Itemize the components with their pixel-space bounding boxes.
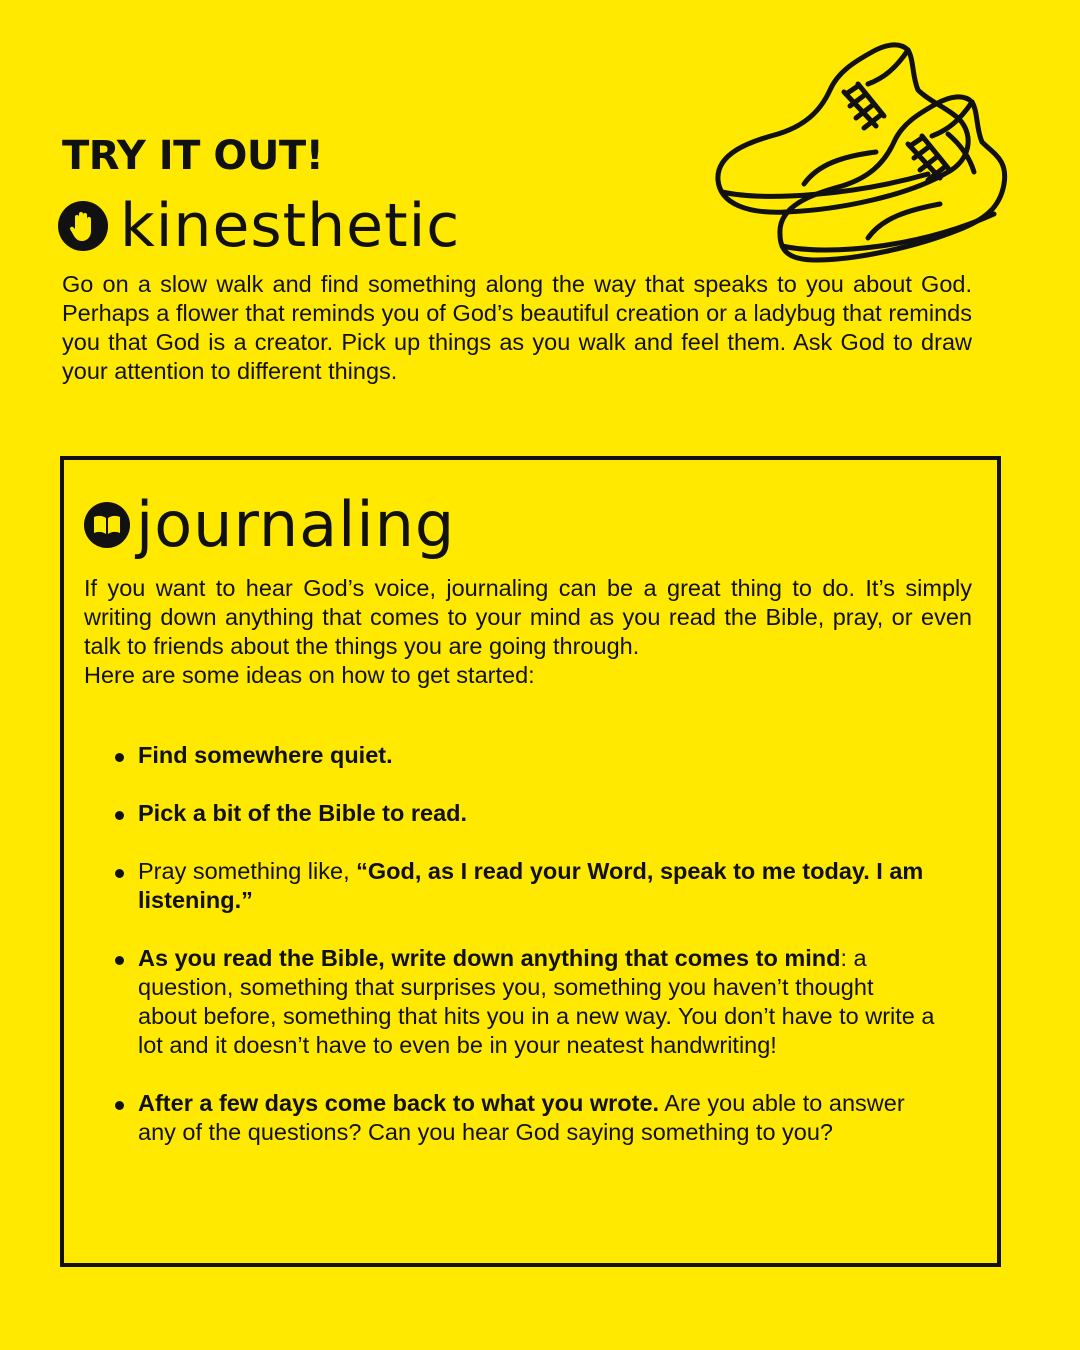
list-item — [138, 944, 938, 1060]
sneakers-icon — [708, 34, 1008, 270]
list-item — [138, 1089, 938, 1147]
bullet-icon — [115, 1101, 124, 1110]
tip-bold-text: “God, as I read your Word, speak to me today. I am listening.” — [138, 858, 924, 913]
tip-rest-text: Are you able to answer any of the questions? Can you hear God saying something to you? — [138, 1090, 905, 1145]
tip-lead-text: Pray something like, — [138, 858, 357, 884]
list-item — [138, 857, 938, 915]
bullet-icon — [115, 956, 124, 965]
try-it-out-title: TRY IT OUT! — [62, 133, 324, 179]
kinesthetic-body: Go on a slow walk and find something along the way that speaks to you about God. Perhaps a flower that reminds you of God’s beautiful creation or a ladybug that reminds you that God is a creator. Pick up things as you walk and feel them. Ask God to draw your attention to different things. — [62, 271, 972, 384]
tip-bold-text: Find somewhere quiet. — [138, 742, 393, 768]
kinesthetic-heading — [58, 191, 461, 261]
bullet-icon — [115, 869, 124, 878]
journaling-heading — [84, 488, 456, 561]
open-book-icon — [84, 502, 130, 548]
tip-bold-text: After a few days come back to what you wrote. — [138, 1090, 660, 1116]
journaling-heading-text: journaling — [136, 488, 456, 561]
tip-bold-text: As you read the Bible, write down anything that comes to mind — [138, 945, 841, 971]
list-item — [138, 799, 938, 828]
tip-rest-text: : a question, something that surprises you, something you haven’t thought about before, something that hits you in a new way. You don’t have to write a lot and it doesn’t have to even be in your neatest handwriting! — [138, 945, 935, 1058]
journaling-intro — [84, 574, 972, 690]
tip-bold-text: Pick a bit of the Bible to read. — [138, 800, 468, 826]
journaling-intro-last-line: Here are some ideas on how to get started: — [84, 662, 535, 688]
bullet-icon — [115, 753, 124, 762]
journaling-intro-text: If you want to hear God’s voice, journaling can be a great thing to do. It’s simply writing down anything that comes to your mind as you read the Bible, pray, or even talk to friends about the things you are going through. — [84, 575, 972, 659]
list-item — [138, 741, 938, 770]
kinesthetic-heading-text: kinesthetic — [120, 191, 461, 261]
raised-hand-icon — [58, 201, 108, 251]
journaling-tips-list — [138, 741, 938, 1176]
bullet-icon — [115, 811, 124, 820]
